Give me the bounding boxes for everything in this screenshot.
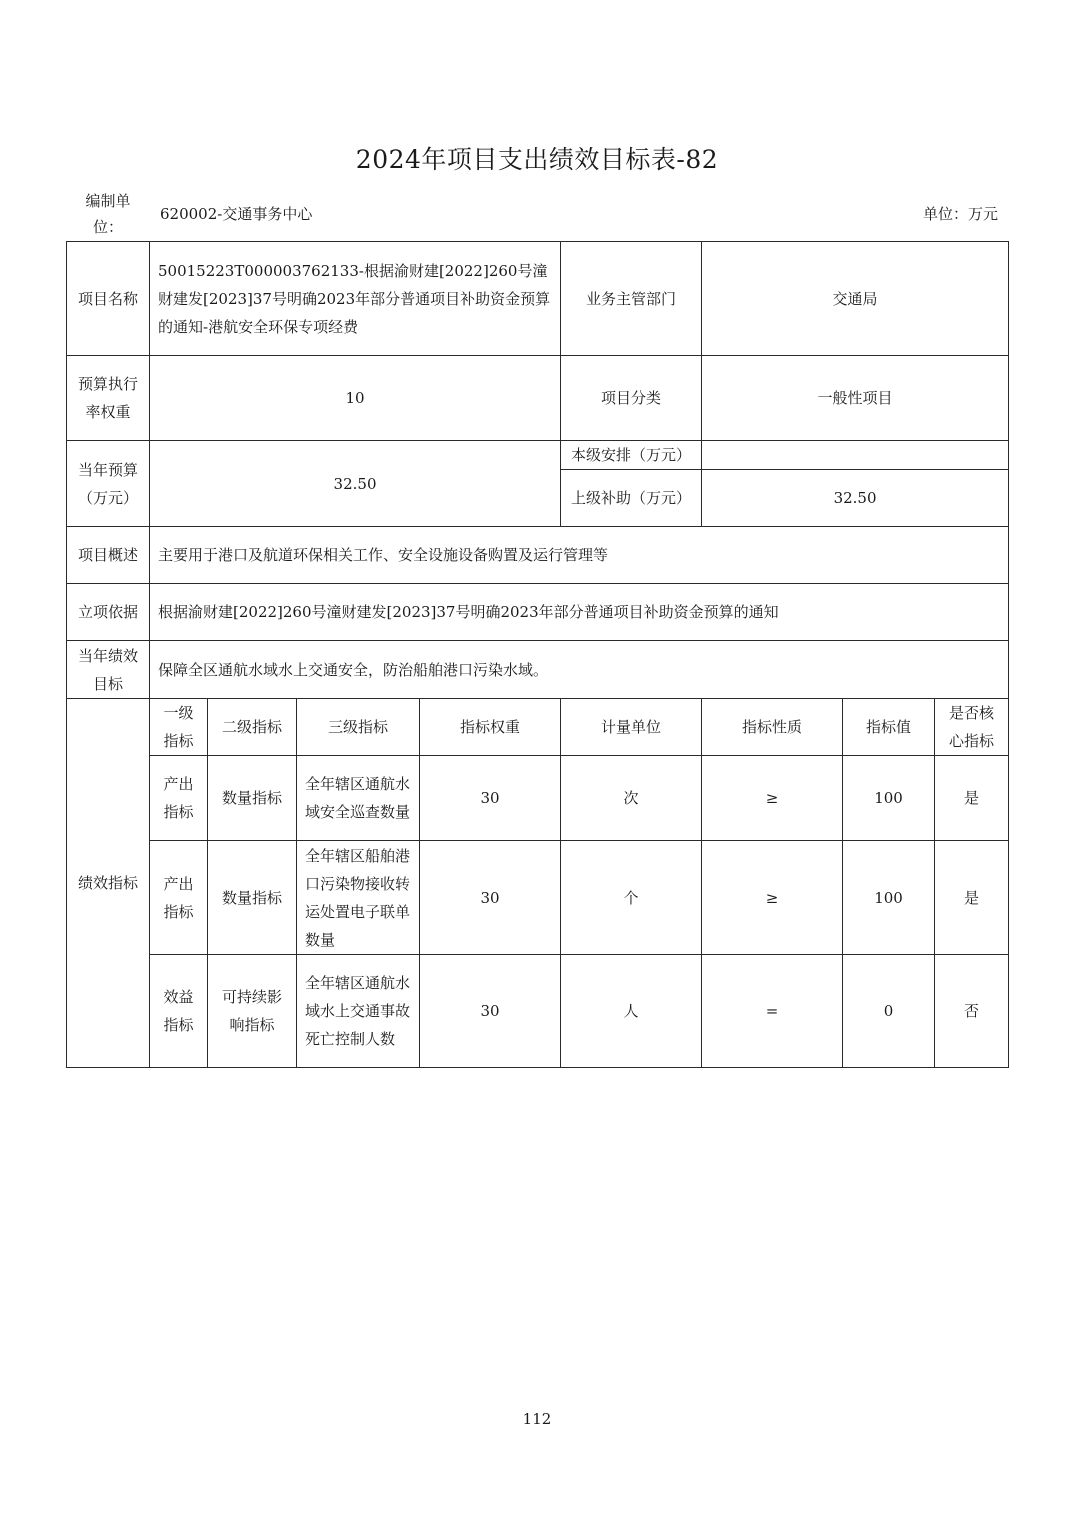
dept-value: 交通局 — [702, 242, 1009, 356]
indicator-section-label: 绩效指标 — [67, 699, 150, 1068]
basis-label: 立项依据 — [67, 584, 150, 641]
weight-row — [67, 356, 1009, 441]
weight-label: 预算执行率权重 — [67, 356, 150, 441]
project-name-row — [67, 242, 1009, 356]
overview-value: 主要用于港口及航道环保相关工作、安全设施设备购置及运行管理等 — [150, 527, 1009, 584]
header-nature: 指标性质 — [702, 699, 843, 756]
weight-cell: 30 — [420, 841, 561, 955]
budget-value: 32.50 — [150, 441, 561, 527]
value-cell: 100 — [843, 756, 935, 841]
local-budget-label: 本级安排（万元） — [561, 441, 702, 470]
unit-cell: 次 — [561, 756, 702, 841]
upper-subsidy-label: 上级补助（万元） — [561, 470, 702, 527]
goal-label: 当年绩效目标 — [67, 641, 150, 699]
page-number: 112 — [522, 1410, 552, 1428]
header-value: 指标值 — [843, 699, 935, 756]
dept-label: 业务主管部门 — [561, 242, 702, 356]
level3-cell: 全年辖区船舶港口污染物接收转运处置电子联单数量 — [297, 841, 420, 955]
category-label: 项目分类 — [561, 356, 702, 441]
level1-cell: 产出指标 — [150, 841, 208, 955]
header-unit: 计量单位 — [561, 699, 702, 756]
level2-cell: 可持续影响指标 — [208, 955, 297, 1068]
level2-cell: 数量指标 — [208, 841, 297, 955]
goal-value: 保障全区通航水域水上交通安全，防治船舶港口污染水域。 — [150, 641, 1009, 699]
page-title: 2024年项目支出绩效目标表-82 — [355, 145, 719, 174]
core-cell: 是 — [935, 841, 1009, 955]
header-level3: 三级指标 — [297, 699, 420, 756]
compiling-unit-label: 编制单位： — [85, 192, 131, 236]
basis-value: 根据渝财建[2022]260号潼财建发[2023]37号明确2023年部分普通项目补助资金预算的通知 — [150, 584, 1009, 641]
weight-value: 10 — [150, 356, 561, 441]
value-cell: 100 — [843, 841, 935, 955]
header-weight: 指标权重 — [420, 699, 561, 756]
weight-cell: 30 — [420, 955, 561, 1068]
nature-cell: = — [702, 955, 843, 1068]
level3-cell: 全年辖区通航水域安全巡查数量 — [297, 756, 420, 841]
overview-row — [67, 527, 1009, 584]
header-level2: 二级指标 — [208, 699, 297, 756]
upper-subsidy-value: 32.50 — [702, 470, 1009, 527]
overview-label: 项目概述 — [67, 527, 150, 584]
nature-cell: ≥ — [702, 841, 843, 955]
nature-cell: ≥ — [702, 756, 843, 841]
value-cell: 0 — [843, 955, 935, 1068]
basis-row — [67, 584, 1009, 641]
indicator-header-row — [67, 699, 1009, 756]
goal-row — [67, 641, 1009, 699]
header-level1: 一级指标 — [150, 699, 208, 756]
level1-cell: 效益指标 — [150, 955, 208, 1068]
indicator-row — [67, 841, 1009, 955]
header-core: 是否核心指标 — [935, 699, 1009, 756]
level3-cell: 全年辖区通航水域水上交通事故死亡控制人数 — [297, 955, 420, 1068]
budget-row-1 — [67, 441, 1009, 470]
indicator-row — [67, 955, 1009, 1068]
core-cell: 否 — [935, 955, 1009, 1068]
project-name-label: 项目名称 — [67, 242, 150, 356]
core-cell: 是 — [935, 756, 1009, 841]
unit-cell: 个 — [561, 841, 702, 955]
currency-unit: 单位：万元 — [922, 205, 998, 223]
header-meta — [66, 186, 1008, 240]
level1-cell: 产出指标 — [150, 756, 208, 841]
compiling-unit-value: 620002-交通事务中心 — [160, 205, 313, 223]
local-budget-value — [702, 441, 1009, 470]
budget-label: 当年预算（万元） — [67, 441, 150, 527]
performance-target-table — [66, 241, 1009, 1068]
unit-cell: 人 — [561, 955, 702, 1068]
project-name-value: 50015223T000003762133-根据渝财建[2022]260号潼财建发[2023]37号明确2023年部分普通项目补助资金预算的通知-港航安全环保专项经费 — [150, 242, 561, 356]
category-value: 一般性项目 — [702, 356, 1009, 441]
indicator-row — [67, 756, 1009, 841]
weight-cell: 30 — [420, 756, 561, 841]
level2-cell: 数量指标 — [208, 756, 297, 841]
